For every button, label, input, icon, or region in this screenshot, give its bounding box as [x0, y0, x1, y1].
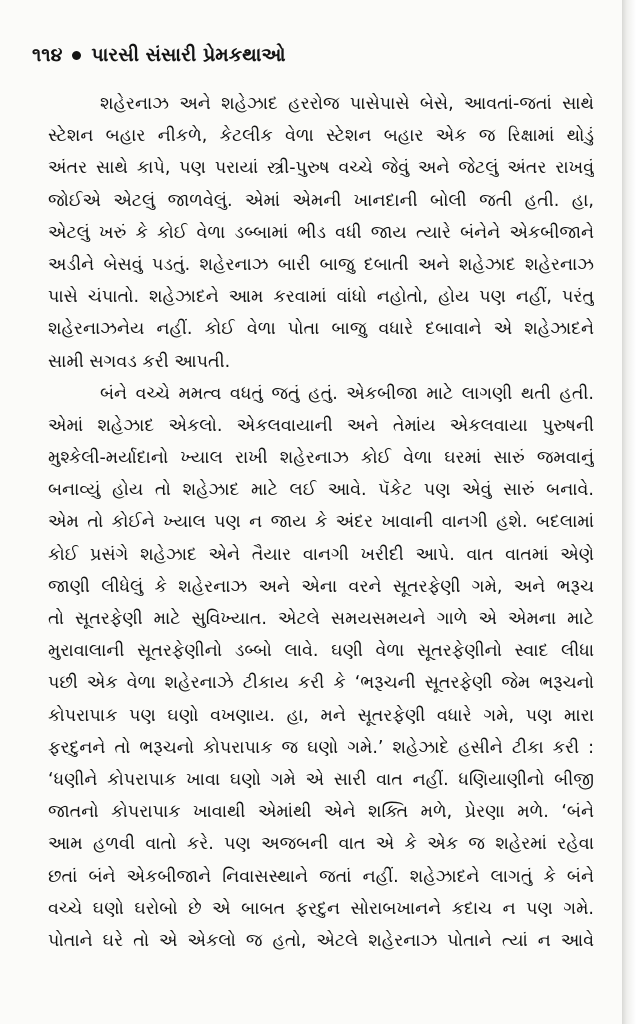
text-line: મુશ્કેલી-મર્યાદાનો ખ્યાલ રાખી શહેરનાઝ કોઈ વેળા ઘરમાં સારું જમવાનું [48, 448, 594, 469]
text-line: કોઈ પ્રસંગે શહેઝાદ એને તૈયાર વાનગી ખરીદી આપે. વાત વાતમાં એણે [48, 544, 594, 565]
text-line: તો સૂતરફેણી માટે સુવિખ્યાત. એટલે સમયસમયને ગાળે એ એમના માટે [48, 609, 594, 629]
text-line: જાતનો કોપરાપાક ખાવાથી એમાંથી એને શક્તિ મળે, પ્રેરણા મળે. ‘બંને [48, 802, 594, 823]
text-line: શહેરનાઝનેય નહીં. કોઈ વેળા પોતા બાજુ વધારે દબાવાને એ શહેઝાદને [48, 319, 594, 340]
text-line: સામી સગવડ કરી આપતી. [48, 351, 231, 372]
bullet-separator [72, 51, 81, 60]
text-line: પછી એક વેળા શહેરનાઝે ટીકાય કરી કે ‘ભરૂચની સૂતરફેણી જેમ ભરૂચનો [48, 673, 594, 694]
text-line: અંતર સાથે કાપે, પણ પરાયાં સ્ત્રી-પુરુષ વચ્ચે જેવું અને જેટલું અંતર રાખવું [48, 158, 594, 179]
book-title: પારસી સંસારી પ્રેમકથાઓ [91, 44, 286, 66]
text-line: એમ તો કોઈને ખ્યાલ પણ ન જાય કે અંદર ખાવાની વાનગી હશે. બદલામાં [48, 512, 594, 533]
text-line: વચ્ચે ઘણો ઘરોબો છે એ બાબત ફરદુન સોરાબખાનને કદાચ ન પણ ગમે. [48, 898, 594, 919]
page-edge-shadow [622, 0, 636, 1024]
text-line: ફરદુનને તો ભરૂચનો કોપરાપાક જ ઘણો ગમે.’ શહેઝાદે હસીને ટીકા કરી : [48, 737, 594, 758]
body-text [48, 88, 594, 957]
text-line: જોઈએ એટલું જાળવેલું. એમાં એમની ખાનદાની બોલી જતી હતી. હા, [48, 190, 594, 211]
text-line: અડીને બેસવું પડતું. શહેરનાઝ બારી બાજુ દબાતી અને શહેઝાદ શહેરનાઝ [48, 254, 594, 275]
text-line: મુરાવાલાની સૂતરફેણીનો ડબ્બો લાવે. ઘણી વેળા સૂતરફેણીનો સ્વાદ લીધા [48, 641, 594, 662]
text-line: પોતાને ઘરે તો એ એકલો જ હતો, એટલે શહેરનાઝ પોતાને ત્યાં ન આવે [48, 930, 594, 951]
text-line: કોપરાપાક પણ ઘણો વખણાય. હા, મને સૂતરફેણી વધારે ગમે, પણ મારા [48, 705, 594, 726]
text-line: જાણી લીધેલું કે શહેરનાઝ અને એના વરને સૂતરફેણી ગમે, અને ભરૂચ [48, 576, 594, 597]
page-number: ૧૧૪ [32, 44, 63, 66]
text-line: બંને વચ્ચે મમત્વ વધતું જતું હતું. એકબીજા માટે લાગણી થતી હતી. [100, 383, 594, 404]
text-line: પાસે ચંપાતો. શહેઝાદને આમ કરવામાં વાંધો નહોતો, હોય પણ નહીં, પરંતુ [48, 287, 594, 308]
text-line: શહેરનાઝ અને શહેઝાદ હરરોજ પાસેપાસે બેસે, આવતાં-જતાં સાથે [100, 94, 594, 114]
running-header [32, 40, 286, 70]
text-line: એમાં શહેઝાદ એકલો. એકલવાયાની અને તેમાંય એકલવાયા પુરુષની [48, 415, 594, 436]
text-line: સ્ટેશન બહાર નીકળે, કેટલીક વેળા સ્ટેશન બહાર એક જ રિક્ષામાં થોડું [48, 126, 594, 147]
text-line: બનાવ્યું હોય તો શહેઝાદ માટે લઈ આવે. પૅકેટ પણ એવું સારું બનાવે. [48, 480, 594, 501]
text-line: ‘ધણીને કોપરાપાક ખાવા ઘણો ગમે એ સારી વાત નહીં. ધણિયાણીનો બીજી [48, 769, 594, 790]
text-line: છતાં બંને એકબીજાને નિવાસસ્થાને જતાં નહીં. શહેઝાદને લાગતું કે બંને [48, 866, 594, 887]
text-line: એટલું ખરું કે કોઈ વેળા ડબ્બામાં ભીડ વધી જાય ત્યારે બંનેને એકબીજાને [48, 222, 594, 243]
text-line: આમ હળવી વાતો કરે. પણ અજબની વાત એ કે એક જ શહેરમાં રહેવા [48, 834, 594, 855]
